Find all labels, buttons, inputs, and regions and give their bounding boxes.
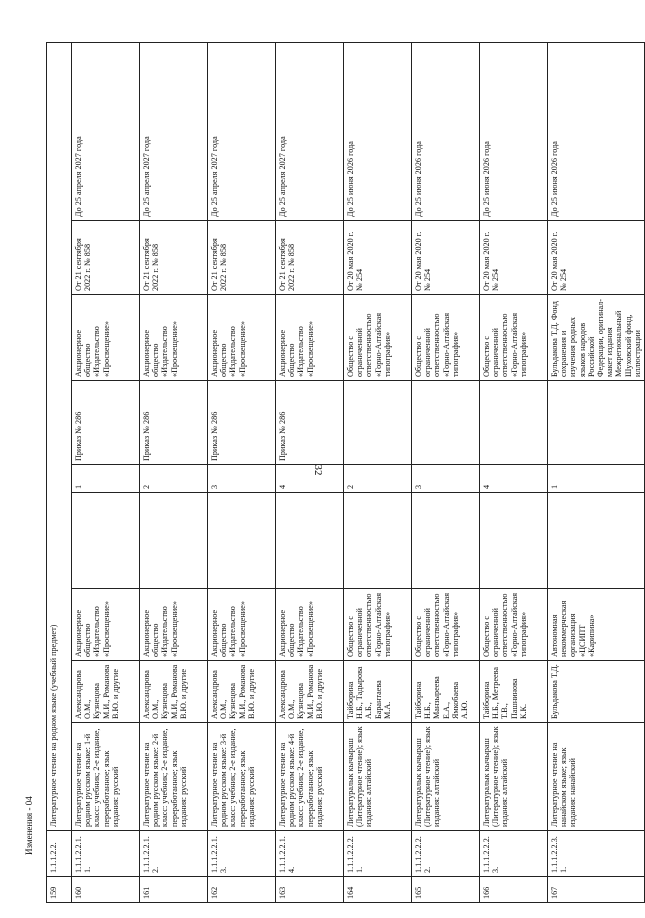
section-code: 1.1.1.2.2. <box>47 831 72 877</box>
organization: Акционерное общество «Издательство «Просвещение» <box>140 295 208 381</box>
order-date: От 21 сентября 2022 г. № 858 <box>72 221 140 295</box>
valid-until: До 25 апреля 2027 года <box>208 42 276 220</box>
empty-cell <box>480 493 548 589</box>
grade: 2 <box>140 465 208 493</box>
empty-cell <box>276 493 344 589</box>
table-row <box>480 42 548 902</box>
valid-until: До 25 июня 2026 года <box>412 42 480 220</box>
authors: Александрова О.М., Кузнецова М.И., Романова В.Ю. и другие <box>276 661 344 723</box>
row-code: 1.1.1.2.2.1.1. <box>72 831 140 877</box>
textbook-title: Литературное чтение на родном русском языке: 3-й класс: учебник; 2-е издание, переработанное; язык издания: русский <box>208 723 276 831</box>
grade: 3 <box>208 465 276 493</box>
empty-cell <box>548 493 645 589</box>
textbook-title: Литературалык кычыраш (Литературное чтение); язык издания: алтайский <box>480 723 548 831</box>
grade: 1 <box>548 465 645 493</box>
order-date: От 20 мая 2020 г. № 254 <box>480 221 548 295</box>
textbook-table <box>46 42 645 903</box>
valid-until: До 25 апреля 2027 года <box>140 42 208 220</box>
row-number: 160 <box>72 877 140 903</box>
row-number: 161 <box>140 877 208 903</box>
valid-until: До 25 июня 2026 года <box>548 42 645 220</box>
rotated-page <box>46 43 642 903</box>
organization: Общество с ограниченной ответственностью «Горно-Алтайская типография» <box>480 295 548 381</box>
textbook-title: Литературное чтение на родном русском языке: 4-й класс: учебник; 2-е издание, переработанное; язык издания: русский <box>276 723 344 831</box>
row-code: 1.1.1.2.2.1.4. <box>276 831 344 877</box>
order-date: От 21 сентября 2022 г. № 858 <box>208 221 276 295</box>
grade: 4 <box>276 465 344 493</box>
row-code: 1.1.1.2.2.2.1. <box>344 831 412 877</box>
authors: Тайборина Н.Б., Метреева Т.В., Пашнинова К.К. <box>480 661 548 723</box>
order-number: Приказ № 286 <box>276 381 344 465</box>
order-number <box>344 381 412 465</box>
grade: 4 <box>480 465 548 493</box>
textbook-title: Литературалык кычыраш (Литературное чтение); язык издания: алтайский <box>412 723 480 831</box>
publisher: Акционерное общество «Издательство «Просвещение» <box>208 589 276 661</box>
authors: Александрова О.М., Кузнецова М.И., Романова В.Ю. и другие <box>208 661 276 723</box>
textbook-title: Литературное чтение на нанайском языке; язык издания: нанайский <box>548 723 645 831</box>
valid-until: До 25 июня 2026 года <box>480 42 548 220</box>
row-code: 1.1.1.2.2.3.1. <box>548 831 645 877</box>
authors: Александрова О.М., Кузнецова М.И., Романова В.Ю. и другие <box>72 661 140 723</box>
section-row <box>47 42 72 902</box>
authors: Александрова О.М., Кузнецова М.И., Романова В.Ю. и другие <box>140 661 208 723</box>
footer-changes-label: Изменения - 04 <box>24 796 34 855</box>
table-body <box>47 42 645 902</box>
table-row <box>72 42 140 902</box>
publisher: Автономная некоммерческая организация «ЦСИПТ «Карипина» <box>548 589 645 661</box>
authors: Тайборина Н.Б., Манзыреева Е.А., Ямкобаева А.Ю. <box>412 661 480 723</box>
order-number: Приказ № 286 <box>140 381 208 465</box>
empty-cell <box>344 493 412 589</box>
publisher: Общество с ограниченной ответственностью «Горно-Алтайская типография» <box>412 589 480 661</box>
empty-cell <box>208 493 276 589</box>
publisher: Акционерное общество «Издательство «Просвещение» <box>140 589 208 661</box>
table-row <box>208 42 276 902</box>
empty-cell <box>412 493 480 589</box>
order-date: От 20 мая 2020 г. № 254 <box>548 221 645 295</box>
order-number <box>412 381 480 465</box>
order-number <box>548 381 645 465</box>
organization: Бульдакова Т.Д. Фонд сохранения и изучения родных языков народов Российской Федерации, оригинал-макет издания Межрегиональный Шуховский фонд, иллюстрации <box>548 295 645 381</box>
organization: Общество с ограниченной ответственностью «Горно-Алтайская типография» <box>344 295 412 381</box>
publisher: Общество с ограниченной ответственностью «Горно-Алтайская типография» <box>480 589 548 661</box>
order-date: От 20 мая 2020 г. № 254 <box>344 221 412 295</box>
order-number: Приказ № 286 <box>72 381 140 465</box>
row-code: 1.1.1.2.2.2.2. <box>412 831 480 877</box>
row-number: 165 <box>412 877 480 903</box>
table-row <box>276 42 344 902</box>
order-date: От 21 сентября 2022 г. № 858 <box>276 221 344 295</box>
grade: 1 <box>72 465 140 493</box>
organization: Акционерное общество «Издательство «Просвещение» <box>72 295 140 381</box>
valid-until: До 25 июня 2026 года <box>344 42 412 220</box>
textbook-title: Литературное чтение на родном русском языке: 2-й класс: учебник; 2-е издание, переработанное; язык издания: русский <box>140 723 208 831</box>
table-row <box>412 42 480 902</box>
publisher: Акционерное общество «Издательство «Просвещение» <box>276 589 344 661</box>
table-row <box>344 42 412 902</box>
row-number: 163 <box>276 877 344 903</box>
empty-cell <box>140 493 208 589</box>
order-date: От 20 мая 2020 г. № 254 <box>412 221 480 295</box>
empty-cell <box>72 493 140 589</box>
page-number: 32 <box>312 464 324 476</box>
organization: Акционерное общество «Издательство «Просвещение» <box>208 295 276 381</box>
authors: Бульдакова Т.Д. <box>548 661 645 723</box>
row-number: 164 <box>344 877 412 903</box>
organization: Общество с ограниченной ответственностью «Горно-Алтайская типография» <box>412 295 480 381</box>
section-title: Литературное чтение на родном языке (учебный предмет) <box>47 42 72 830</box>
section-number: 159 <box>47 877 72 903</box>
order-number: Приказ № 286 <box>208 381 276 465</box>
publisher: Акционерное общество «Издательство «Просвещение» <box>72 589 140 661</box>
row-code: 1.1.1.2.2.2.3. <box>480 831 548 877</box>
row-number: 167 <box>548 877 645 903</box>
order-number <box>480 381 548 465</box>
valid-until: До 25 апреля 2027 года <box>72 42 140 220</box>
order-date: От 21 сентября 2022 г. № 858 <box>140 221 208 295</box>
grade: 3 <box>412 465 480 493</box>
organization: Акционерное общество «Издательство «Просвещение» <box>276 295 344 381</box>
textbook-title: Литературалык кычыраш (Литературное чтение); язык издания: алтайский <box>344 723 412 831</box>
valid-until: До 25 апреля 2027 года <box>276 42 344 220</box>
authors: Тайборина Н.Б., Тадырова А.Б., Барантаева М.А. <box>344 661 412 723</box>
table-row <box>548 42 645 902</box>
grade: 2 <box>344 465 412 493</box>
row-number: 162 <box>208 877 276 903</box>
row-number: 166 <box>480 877 548 903</box>
row-code: 1.1.1.2.2.1.3. <box>208 831 276 877</box>
table-row <box>140 42 208 902</box>
textbook-title: Литературное чтение на родном русском языке: 1-й класс: учебник; 2-е издание, переработанное; язык издания: русский <box>72 723 140 831</box>
row-code: 1.1.1.2.2.1.2. <box>140 831 208 877</box>
publisher: Общество с ограниченной ответственностью «Горно-Алтайская типография» <box>344 589 412 661</box>
